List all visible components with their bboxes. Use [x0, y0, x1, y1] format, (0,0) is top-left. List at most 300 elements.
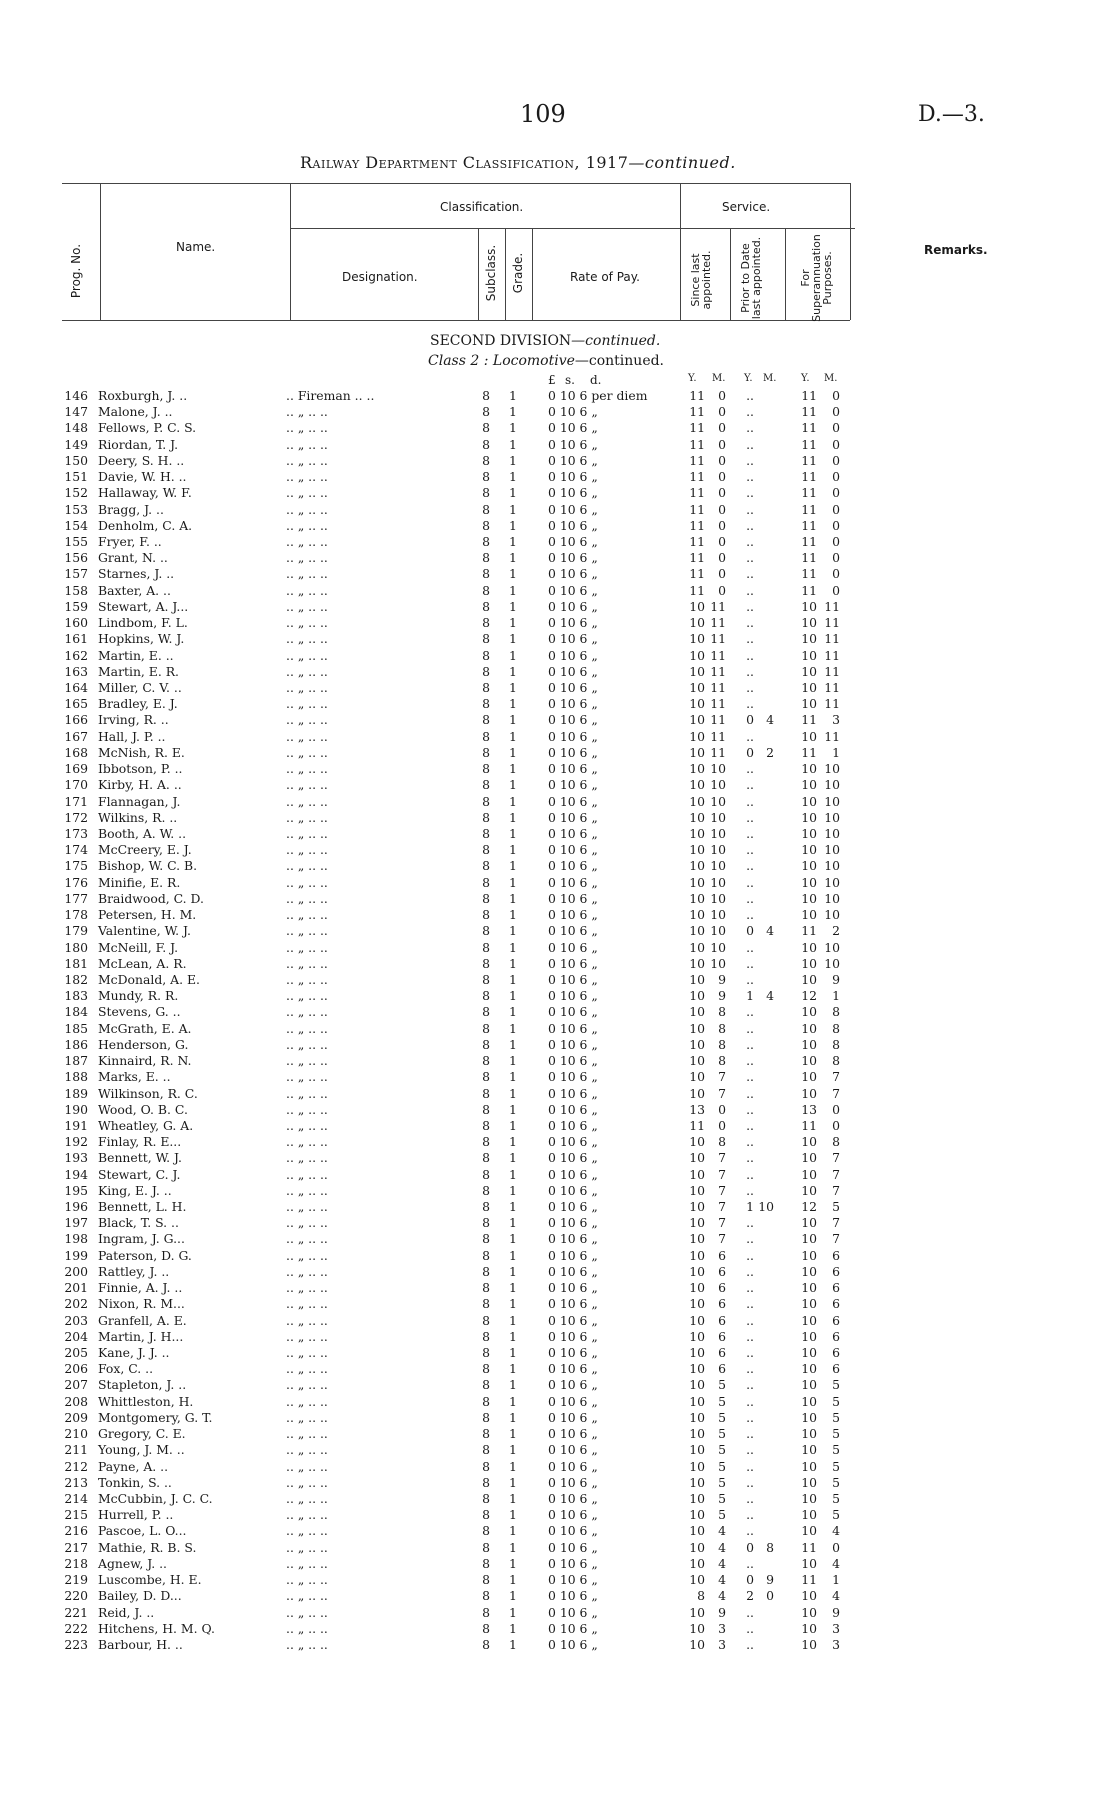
prior-years: .. [746, 1555, 754, 1571]
grade: 1 [509, 1458, 517, 1474]
super-months: 0 [832, 566, 840, 582]
grade: 1 [509, 1491, 517, 1506]
rate-of-pay: 0 10 6 „ [548, 728, 598, 744]
prior-years: .. [746, 1004, 754, 1020]
table-row [0, 1248, 1114, 1264]
super-years: 12 [801, 988, 817, 1004]
rate-of-pay: 0 10 6 „ [548, 1215, 598, 1231]
since-years: 10 [689, 1604, 705, 1620]
subclass: 8 [482, 1328, 490, 1344]
since-months: 10 [710, 858, 726, 874]
employee-name: Stapleton, J. .. [98, 1377, 187, 1393]
rate-of-pay: 0 10 6 „ [548, 485, 598, 501]
since-years: 10 [689, 874, 705, 890]
prior-years: .. [746, 1361, 754, 1377]
super-months: 4 [832, 1523, 840, 1539]
table-row [0, 404, 1114, 420]
grade: 1 [509, 582, 517, 598]
prog-no: 206 [64, 1361, 88, 1377]
super-months: 1 [832, 988, 840, 1004]
employee-name: Hitchens, H. M. Q. [98, 1620, 215, 1636]
table-row [0, 453, 1114, 469]
prog-no: 219 [64, 1572, 88, 1588]
subclass: 8 [482, 825, 490, 841]
prog-no: 193 [64, 1150, 88, 1166]
table-row [0, 550, 1114, 566]
designation: .. „ .. .. [286, 469, 328, 485]
since-months: 9 [718, 1604, 726, 1620]
grade: 1 [509, 1620, 517, 1636]
super-months: 10 [824, 890, 840, 906]
rate-of-pay: 0 10 6 „ [548, 809, 598, 825]
since-months: 5 [718, 1393, 726, 1409]
prior-years: .. [746, 550, 754, 566]
prior-years: .. [746, 1507, 754, 1523]
since-months: 5 [718, 1507, 726, 1523]
since-years: 10 [689, 744, 705, 760]
table-row [0, 761, 1114, 777]
since-years: 10 [689, 598, 705, 614]
super-years: 10 [801, 874, 817, 890]
rate-of-pay: 0 10 6 „ [548, 1312, 598, 1328]
subclass: 8 [482, 1345, 490, 1360]
table-row [0, 485, 1114, 501]
subclass: 8 [482, 890, 490, 906]
table-row [0, 1004, 1114, 1020]
since-months: 0 [718, 452, 726, 468]
grade: 1 [509, 1409, 517, 1425]
subclass: 8 [482, 1377, 490, 1393]
rate-of-pay: 0 10 6 „ [548, 712, 598, 728]
since-months: 8 [718, 1004, 726, 1020]
since-months: 10 [710, 842, 726, 858]
since-months: 10 [710, 761, 726, 777]
employee-name: Henderson, G. [98, 1036, 189, 1052]
grade: 1 [509, 1312, 517, 1328]
designation: .. „ .. .. [286, 1053, 328, 1068]
since-months: 0 [718, 501, 726, 517]
employee-name: King, E. J. .. [98, 1182, 172, 1198]
subclass: 8 [482, 1555, 490, 1571]
grade: 1 [509, 874, 517, 890]
since-years: 10 [689, 1328, 705, 1344]
grade: 1 [509, 761, 517, 777]
employee-name: Tonkin, S. .. [98, 1474, 172, 1490]
table-row [0, 907, 1114, 923]
header-service: Service. [722, 200, 771, 214]
since-months: 8 [718, 1020, 726, 1036]
designation: .. „ .. .. [286, 1182, 328, 1198]
super-months: 6 [832, 1263, 840, 1279]
subclass: 8 [482, 1539, 490, 1555]
subclass: 8 [482, 1263, 490, 1279]
header-designation: Designation. [342, 270, 418, 284]
rate-of-pay: 0 10 6 „ [548, 923, 598, 939]
grade: 1 [509, 1604, 517, 1620]
designation: .. „ .. .. [286, 1377, 328, 1393]
super-months: 1 [832, 744, 840, 760]
super-years: 10 [801, 647, 817, 663]
prog-no: 169 [64, 761, 88, 777]
since-years: 10 [689, 1539, 705, 1555]
prior-months: 0 [766, 1588, 774, 1604]
subclass: 8 [482, 452, 490, 468]
rate-of-pay: 0 10 6 „ [548, 1458, 598, 1474]
super-months: 6 [832, 1345, 840, 1360]
prior-months: 8 [766, 1539, 774, 1555]
subclass: 8 [482, 615, 490, 631]
prog-no: 150 [64, 452, 88, 468]
subclass: 8 [482, 1215, 490, 1231]
prior-years: .. [746, 939, 754, 955]
super-months: 9 [832, 1604, 840, 1620]
since-months: 0 [718, 534, 726, 549]
subclass: 8 [482, 550, 490, 566]
super-years: 10 [801, 1134, 817, 1150]
prog-no: 166 [64, 712, 88, 728]
super-years: 10 [801, 1020, 817, 1036]
grade: 1 [509, 1296, 517, 1312]
subclass: 8 [482, 842, 490, 858]
class-heading [428, 353, 664, 369]
employee-name: Ibbotson, P. .. [98, 761, 183, 777]
prog-no: 210 [64, 1426, 88, 1442]
prior-years: .. [746, 1069, 754, 1085]
rate-of-pay: 0 10 6 „ [548, 777, 598, 793]
grade: 1 [509, 1020, 517, 1036]
super-months: 6 [832, 1312, 840, 1328]
subclass: 8 [482, 663, 490, 679]
employee-name: Pascoe, L. O... [98, 1523, 187, 1539]
subclass: 8 [482, 1117, 490, 1133]
since-months: 7 [718, 1182, 726, 1198]
since-months: 11 [710, 728, 726, 744]
since-years: 10 [689, 793, 705, 809]
unit-prior-m: M. [763, 373, 777, 384]
subclass: 8 [482, 534, 490, 549]
unit-super-m: M. [824, 373, 838, 384]
prior-years: .. [746, 615, 754, 631]
super-months: 8 [832, 1053, 840, 1068]
subclass: 8 [482, 598, 490, 614]
prior-years: .. [746, 825, 754, 841]
super-years: 10 [801, 1426, 817, 1442]
prior-years: .. [746, 761, 754, 777]
prior-years: 0 [746, 923, 754, 939]
employee-name: Mundy, R. R. [98, 988, 179, 1004]
since-months: 10 [710, 890, 726, 906]
since-years: 10 [689, 907, 705, 922]
prior-years: .. [746, 1085, 754, 1101]
rate-of-pay: 0 10 6 „ [548, 1150, 598, 1166]
grade: 1 [509, 501, 517, 517]
since-months: 0 [718, 517, 726, 533]
since-years: 10 [689, 1393, 705, 1409]
designation: .. „ .. .. [286, 1296, 328, 1312]
rate-of-pay: 0 10 6 „ [548, 907, 598, 922]
since-months: 10 [710, 907, 726, 922]
since-years: 10 [689, 1377, 705, 1393]
employee-name: Lindbom, F. L. [98, 615, 188, 631]
subclass: 8 [482, 631, 490, 647]
since-years: 10 [689, 1620, 705, 1636]
prog-no: 190 [64, 1101, 88, 1117]
designation: .. „ .. .. [286, 534, 328, 549]
employee-name: Wheatley, G. A. [98, 1117, 194, 1133]
subclass: 8 [482, 858, 490, 874]
table-row [0, 502, 1114, 518]
since-months: 5 [718, 1442, 726, 1458]
designation: .. „ .. .. [286, 663, 328, 679]
super-months: 0 [832, 517, 840, 533]
employee-name: Fox, C. .. [98, 1361, 154, 1377]
super-months: 5 [832, 1458, 840, 1474]
grade: 1 [509, 388, 517, 403]
super-months: 11 [824, 728, 840, 744]
since-months: 0 [718, 550, 726, 566]
table-row [0, 1588, 1114, 1604]
since-months: 11 [710, 680, 726, 695]
since-months: 0 [718, 1117, 726, 1133]
super-years: 10 [801, 939, 817, 955]
grade: 1 [509, 663, 517, 679]
table-row [0, 1296, 1114, 1312]
since-years: 10 [689, 890, 705, 906]
employee-name: Roxburgh, J. .. [98, 388, 188, 403]
super-months: 11 [824, 647, 840, 663]
grade: 1 [509, 469, 517, 485]
since-months: 5 [718, 1409, 726, 1425]
since-months: 0 [718, 566, 726, 582]
prior-years: .. [746, 1620, 754, 1636]
designation: .. „ .. .. [286, 728, 328, 744]
table-row [0, 777, 1114, 793]
subclass: 8 [482, 874, 490, 890]
grade: 1 [509, 1182, 517, 1198]
prior-years: .. [746, 1393, 754, 1409]
since-months: 7 [718, 1085, 726, 1101]
prog-no: 158 [64, 582, 88, 598]
super-years: 10 [801, 1345, 817, 1360]
subclass: 8 [482, 712, 490, 728]
super-years: 10 [801, 1069, 817, 1085]
super-months: 10 [824, 793, 840, 809]
super-years: 10 [801, 1085, 817, 1101]
grade: 1 [509, 1199, 517, 1214]
grade: 1 [509, 436, 517, 452]
super-years: 10 [801, 1150, 817, 1166]
designation: .. „ .. .. [286, 566, 328, 582]
page-title [300, 153, 736, 172]
rate-of-pay: 0 10 6 „ [548, 890, 598, 906]
subclass: 8 [482, 404, 490, 420]
super-months: 0 [832, 485, 840, 501]
super-years: 11 [801, 1572, 817, 1588]
super-years: 10 [801, 598, 817, 614]
since-years: 10 [689, 777, 705, 793]
super-years: 10 [801, 728, 817, 744]
super-months: 0 [832, 1117, 840, 1133]
super-months: 10 [824, 907, 840, 922]
super-months: 11 [824, 696, 840, 712]
super-months: 6 [832, 1280, 840, 1296]
grade: 1 [509, 1069, 517, 1085]
since-months: 11 [710, 712, 726, 728]
table-row [0, 1183, 1114, 1199]
super-years: 10 [801, 1004, 817, 1020]
prog-no: 149 [64, 436, 88, 452]
since-years: 10 [689, 971, 705, 987]
prog-no: 205 [64, 1345, 88, 1360]
super-years: 10 [801, 1231, 817, 1247]
prog-no: 203 [64, 1312, 88, 1328]
prior-years: .. [746, 1296, 754, 1312]
super-years: 10 [801, 793, 817, 809]
prog-no: 186 [64, 1036, 88, 1052]
super-years: 10 [801, 1458, 817, 1474]
rate-of-pay: 0 10 6 „ [548, 1555, 598, 1571]
grade: 1 [509, 1426, 517, 1442]
header-prior-to: Prior to Date last appointed. [739, 236, 763, 320]
class-name: Locomotive [492, 353, 575, 369]
subclass: 8 [482, 1491, 490, 1506]
prog-no: 196 [64, 1199, 88, 1214]
super-years: 10 [801, 1280, 817, 1296]
employee-name: Flannagan, J. [98, 793, 181, 809]
prog-no: 160 [64, 615, 88, 631]
employee-name: Bennett, W. J. [98, 1150, 182, 1166]
super-years: 10 [801, 1182, 817, 1198]
designation: .. „ .. .. [286, 631, 328, 647]
rate-of-pay: 0 10 6 „ [548, 825, 598, 841]
table-row [0, 1167, 1114, 1183]
employee-name: McCreery, E. J. [98, 842, 192, 858]
designation: .. „ .. .. [286, 1491, 328, 1506]
since-months: 11 [710, 615, 726, 631]
grade: 1 [509, 1328, 517, 1344]
header-prog-no: Prog. No. [69, 243, 83, 299]
super-months: 0 [832, 501, 840, 517]
super-years: 10 [801, 761, 817, 777]
super-years: 10 [801, 890, 817, 906]
rate-of-pay: 0 10 6 „ [548, 1036, 598, 1052]
since-months: 4 [718, 1523, 726, 1539]
since-years: 10 [689, 1296, 705, 1312]
rate-of-pay: 0 10 6 „ [548, 761, 598, 777]
super-months: 11 [824, 631, 840, 647]
designation: .. „ .. .. [286, 777, 328, 793]
subclass: 8 [482, 744, 490, 760]
grade: 1 [509, 534, 517, 549]
prior-years: .. [746, 1150, 754, 1166]
super-months: 3 [832, 1636, 840, 1652]
table-row [0, 1377, 1114, 1393]
super-years: 10 [801, 1588, 817, 1604]
subclass: 8 [482, 955, 490, 971]
since-years: 10 [689, 809, 705, 825]
since-years: 10 [689, 1263, 705, 1279]
super-years: 10 [801, 1377, 817, 1393]
grade: 1 [509, 923, 517, 939]
prog-no: 209 [64, 1409, 88, 1425]
super-months: 5 [832, 1442, 840, 1458]
super-years: 10 [801, 971, 817, 987]
prog-no: 223 [64, 1636, 88, 1652]
prog-no: 179 [64, 923, 88, 939]
since-years: 11 [689, 436, 705, 452]
subclass: 8 [482, 1053, 490, 1068]
employee-name: McLean, A. R. [98, 955, 187, 971]
subclass: 8 [482, 1069, 490, 1085]
prog-no: 192 [64, 1134, 88, 1150]
prog-no: 220 [64, 1588, 88, 1604]
employee-name: McDonald, A. E. [98, 971, 200, 987]
rate-of-pay: 0 10 6 „ [548, 1377, 598, 1393]
since-years: 11 [689, 566, 705, 582]
table-row [0, 794, 1114, 810]
designation: .. „ .. .. [286, 1166, 328, 1182]
subclass: 8 [482, 1085, 490, 1101]
since-months: 5 [718, 1426, 726, 1442]
table-row [0, 972, 1114, 988]
prior-years: .. [746, 501, 754, 517]
grade: 1 [509, 598, 517, 614]
rate-of-pay: 0 10 6 „ [548, 1134, 598, 1150]
prog-no: 156 [64, 550, 88, 566]
designation: .. „ .. .. [286, 1507, 328, 1523]
employee-name: Kirby, H. A. .. [98, 777, 182, 793]
since-months: 6 [718, 1263, 726, 1279]
since-months: 8 [718, 1134, 726, 1150]
prog-no: 155 [64, 534, 88, 549]
subclass: 8 [482, 939, 490, 955]
since-years: 8 [697, 1588, 705, 1604]
employee-name: McNeill, F. J. [98, 939, 179, 955]
grade: 1 [509, 1036, 517, 1052]
table-row [0, 956, 1114, 972]
prog-no: 147 [64, 404, 88, 420]
since-months: 10 [710, 777, 726, 793]
prog-no: 180 [64, 939, 88, 955]
since-years: 10 [689, 955, 705, 971]
super-months: 9 [832, 971, 840, 987]
super-years: 10 [801, 1361, 817, 1377]
subclass: 8 [482, 1361, 490, 1377]
super-years: 11 [801, 566, 817, 582]
rate-of-pay: 0 10 6 „ [548, 1020, 598, 1036]
since-months: 8 [718, 1036, 726, 1052]
designation: .. „ .. .. [286, 404, 328, 420]
designation: .. „ .. .. [286, 1036, 328, 1052]
super-years: 10 [801, 1036, 817, 1052]
employee-name: Fellows, P. C. S. [98, 420, 197, 436]
super-years: 10 [801, 907, 817, 922]
since-months: 6 [718, 1361, 726, 1377]
since-years: 11 [689, 1117, 705, 1133]
rate-of-pay: 0 10 6 „ [548, 1474, 598, 1490]
super-years: 10 [801, 842, 817, 858]
employee-name: Hurrell, P. .. [98, 1507, 174, 1523]
prior-years: .. [746, 436, 754, 452]
super-months: 5 [832, 1377, 840, 1393]
subclass: 8 [482, 1636, 490, 1652]
prog-no: 162 [64, 647, 88, 663]
rate-of-pay: 0 10 6 „ [548, 955, 598, 971]
super-months: 0 [832, 582, 840, 598]
prog-no: 188 [64, 1069, 88, 1085]
table-row [0, 1037, 1114, 1053]
super-months: 10 [824, 777, 840, 793]
